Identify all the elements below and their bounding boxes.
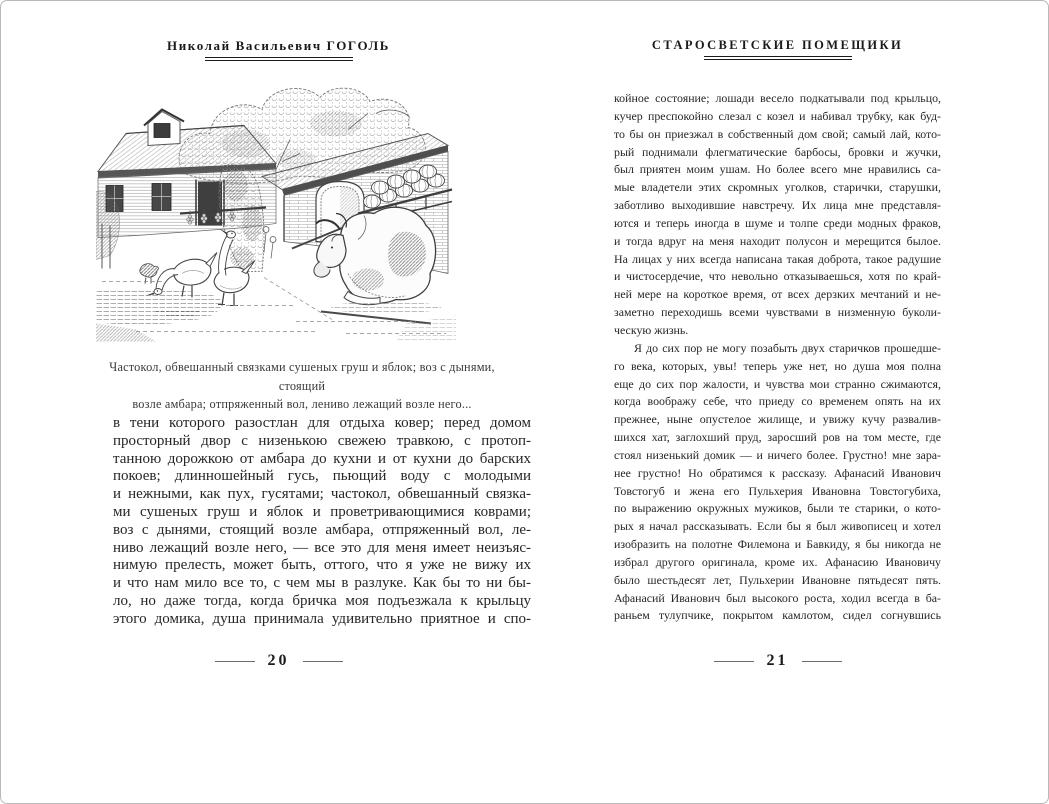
page-footer-left bbox=[96, 652, 461, 670]
body-line: койное состояние; лошади весело подкатывали под крыльцо, bbox=[614, 91, 941, 105]
body-line: был приятен моим ушам. Но более всего мне нравились са- bbox=[614, 162, 941, 177]
body-line: то бы он приезжал в собственный дом свой; самый лай, кото- bbox=[614, 126, 941, 141]
body-line: го века, которых, увы! теперь уже нет, но душа моя полна bbox=[614, 358, 941, 373]
caption-line: возле амбара; отпряженный вол, лениво лежащий возле него... bbox=[132, 397, 472, 411]
body-line: танною дорожкою от амбара до кухни и от кухни до барских bbox=[113, 450, 531, 467]
footer-rule bbox=[802, 661, 842, 662]
story-title: СТАРОСВЕТСКИЕ ПОМЕЩИКИ bbox=[651, 38, 904, 52]
author-name: Николай Васильевич ГОГОЛЬ bbox=[167, 38, 390, 53]
body-line: ческую жизнь. bbox=[614, 322, 689, 337]
body-line: ются и теперь иногда в шуме и толпе среди модных фраков, bbox=[614, 215, 941, 230]
body-line: еще до сих пор жалости, и чувства мои странно сжимаются, bbox=[614, 376, 941, 391]
illustration-caption bbox=[86, 358, 518, 414]
body-line: шихся хат, заглохший пруд, заросший ров на том месте, где bbox=[614, 430, 941, 445]
body-line: На лицах у них всегда написана такая доброта, такое радушие bbox=[614, 251, 941, 266]
body-text-right bbox=[614, 90, 941, 625]
body-line: в тени которого разостлан для отдыха ковер; перед домом bbox=[113, 415, 531, 431]
body-text-left bbox=[113, 415, 531, 629]
body-line: ней мере на короткое время, от всех дерзких мечтаний и не- bbox=[614, 287, 941, 302]
body-line: по выражению окружных мужиков, были те старики, о кото- bbox=[614, 501, 941, 516]
farmyard-illustration bbox=[96, 73, 458, 346]
body-line: ниво лежащий возле него, — все это для меня имеет неизъяс- bbox=[113, 539, 531, 556]
body-line: стоял низенький домик — и ничего более. Грустно! мне зара- bbox=[614, 447, 941, 462]
page-footer-right bbox=[614, 652, 941, 670]
footer-rule bbox=[714, 661, 754, 662]
body-line: ло, но даже тогда, когда бричка моя подъезжала к крыльцу bbox=[113, 592, 531, 609]
body-line: покоев; длинношейный гусь, пьющий воду с молодыми bbox=[113, 468, 531, 485]
body-line: и тогда вдруг на меня находит полусон и мерещится былое. bbox=[614, 233, 941, 248]
running-header-right bbox=[614, 38, 941, 60]
body-line: прежнее, ныне опустелое жилище, и увижу кучу развалив- bbox=[614, 412, 941, 427]
body-line: раньем тулупчике, покрытом камлотом, сидел согнувшись bbox=[614, 608, 941, 623]
header-rule-left bbox=[205, 57, 353, 61]
page-number-right: 21 bbox=[766, 652, 789, 669]
body-line: мые владетели этих скромных уголков, старички, старушки, bbox=[614, 180, 941, 195]
body-line: кучер преспокойно слезал с козел и набивал трубку, как буд- bbox=[614, 108, 941, 123]
footer-rule bbox=[215, 661, 255, 662]
body-line: изобразить на полотне Филемона и Бавкиду, я бы никогда не bbox=[614, 537, 941, 552]
header-rule-right bbox=[704, 56, 852, 60]
body-line: Афанасий Иванович был высокого роста, ходил всегда в ба- bbox=[614, 590, 941, 605]
body-line: заботливо выходившие навстречу. Их лица мне представля- bbox=[614, 198, 941, 213]
footer-rule bbox=[303, 661, 343, 662]
body-line: этого домика, душа принимала удивительно приятное и спо- bbox=[113, 610, 531, 627]
body-line: когда воображу себе, что приеду со временем опять на их bbox=[614, 394, 941, 409]
body-line: рых я начал рассказывать. Если бы я был живописец и хотел bbox=[614, 519, 941, 534]
running-header-left bbox=[96, 38, 461, 61]
body-line: просторный двор с низенькою свежею травкою, с протоп- bbox=[113, 432, 531, 449]
body-line: рый поднимали флегматические барбосы, бровки и жучки, bbox=[614, 144, 941, 159]
body-line: ми сушеных груш и яблок и проветривающимися коврами; bbox=[113, 503, 531, 520]
body-line: и чистосердечие, что невольно отказываешься, хотя по край- bbox=[614, 269, 941, 284]
body-line: было шестьдесят лет, Пульхерии Ивановне пятьдесят пять. bbox=[614, 572, 941, 587]
body-line: воз с дынями, стоящий возле амбара, отпряженный вол, ле- bbox=[113, 521, 531, 538]
body-line: Я до сих пор не могу позабыть двух старичков прошедше- bbox=[634, 340, 941, 355]
body-line: и нежными, как пух, гусятами; частокол, обвешанный связка- bbox=[113, 486, 531, 503]
page-number-left: 20 bbox=[267, 652, 290, 669]
body-line: нимую прелесть, может быть, оттого, что я уже не вижу их bbox=[113, 557, 531, 574]
body-line: Товстогуб и жена его Пульхерия Ивановна Товстогубиха, bbox=[614, 483, 941, 498]
caption-line: Частокол, обвешанный связками сушеных груш и яблок; воз с дынями, стоящий bbox=[109, 360, 495, 393]
body-line: избрал другого оригинала, кроме их. Афанасию Ивановичу bbox=[614, 554, 941, 569]
body-line: нее грустно! Но обратимся к рассказу. Афанасий Иванович bbox=[614, 465, 941, 480]
body-line: и что нам мило все то, с чем мы в разлуке. Как бы то ни бы- bbox=[113, 575, 531, 592]
body-line: заметно переходишь всеми чувствами в низменную буколи- bbox=[614, 305, 941, 320]
